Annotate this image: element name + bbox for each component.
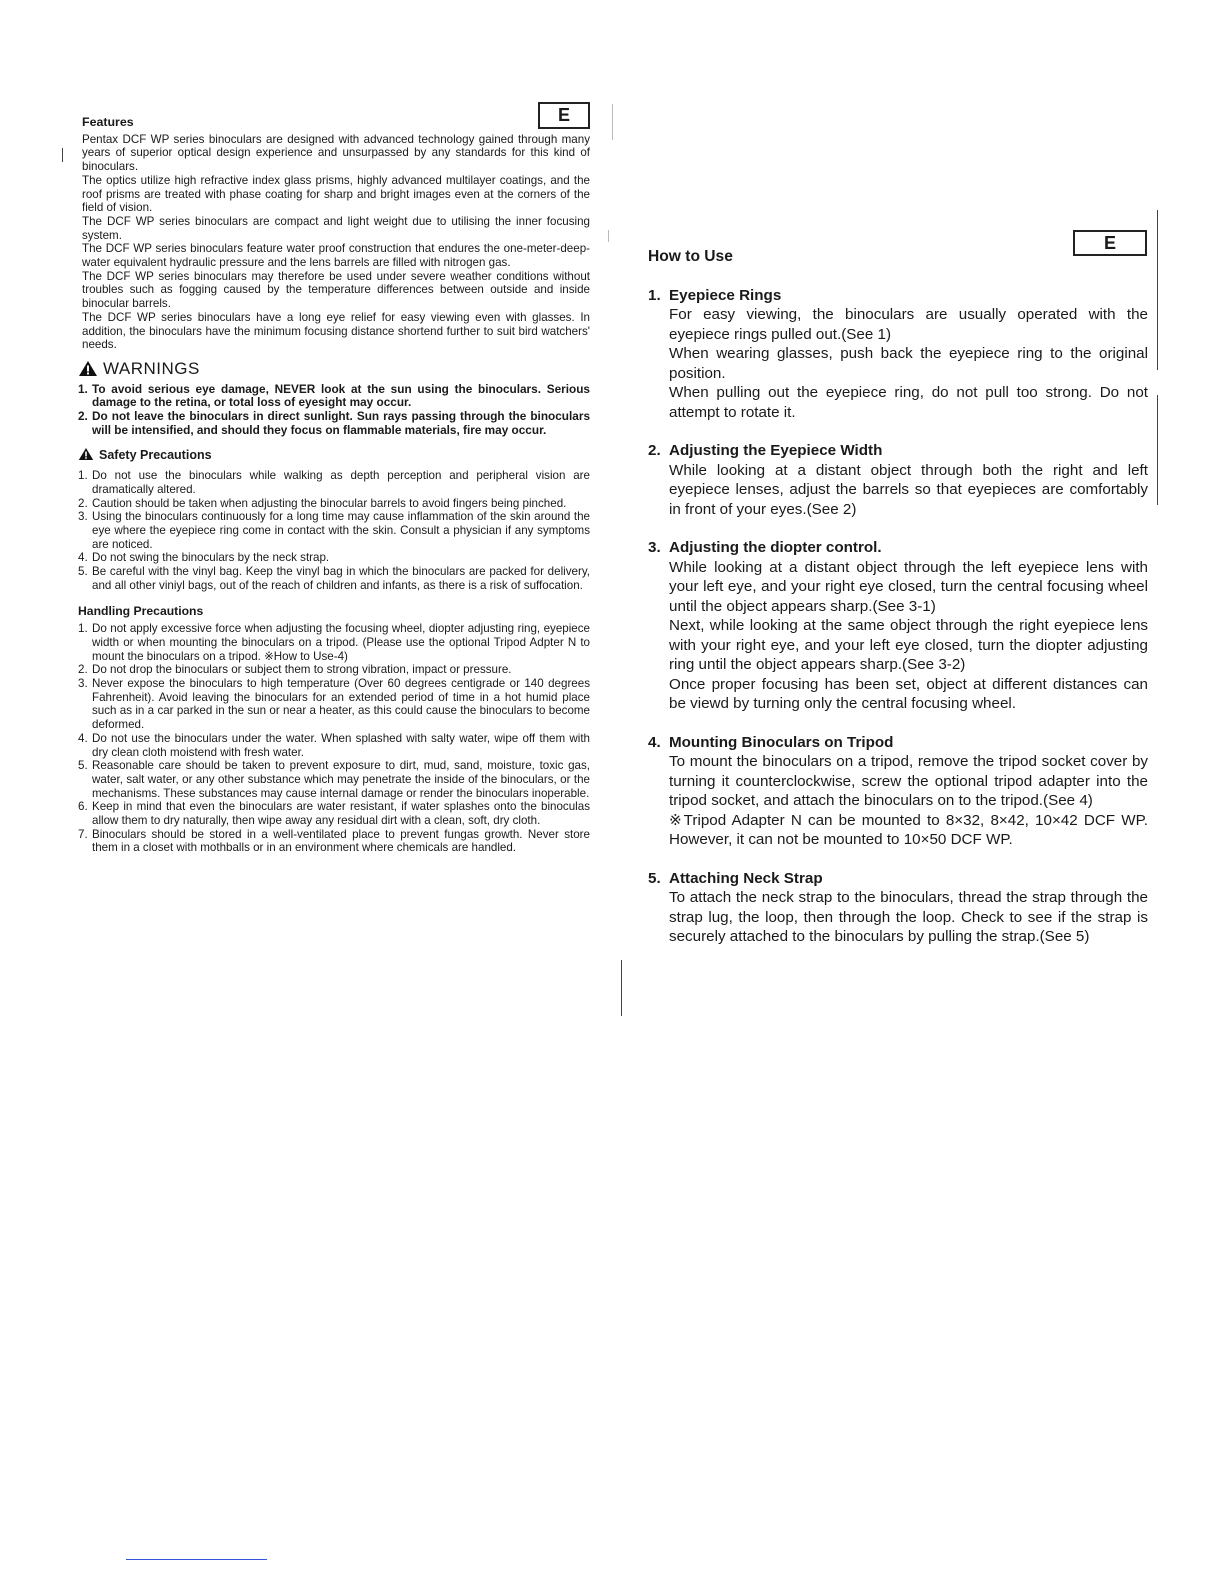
step-body <box>648 888 1148 947</box>
features-paragraph: The DCF WP series binoculars feature water proof construction that endures the one-meter-deep-water equivalent hydraulic pressure and the lens barrels are filled with nitrogen gas. <box>82 242 590 270</box>
step-title: 2. Adjusting the Eyepiece Width <box>648 442 883 459</box>
language-badge-right: E <box>1073 230 1147 256</box>
list-item: 6. Keep in mind that even the binoculars are water resistant, if water splashes onto the binoculas allow them to dry naturally, then wipe away any residual dirt with a clean, soft, dry cloth. <box>78 800 590 828</box>
margin-line <box>621 960 622 1016</box>
list-item: 1. Do not apply excessive force when adjusting the focusing wheel, diopter adjusting ring, eyepiece width or when mounting the binoculars on a tripod. (Please use the optional Tripod Adpter N to mount the binoculars on a tripod. ※How to Use-4) <box>78 622 590 663</box>
margin-line <box>1157 395 1158 505</box>
list-item: 3. Using the binoculars continuously for a long time may cause inflammation of the skin around the eye where the eyepiece ring come in contact with the skin. Consult a physician if any symptoms are noticed. <box>78 510 590 551</box>
left-column <box>78 116 590 855</box>
right-column <box>648 247 1148 966</box>
footer-rule <box>126 1559 267 1560</box>
list-item: 1. To avoid serious eye damage, NEVER look at the sun using the binoculars. Serious damage to the retina, or total loss of eyesight may occur. <box>78 381 590 410</box>
features-heading: Features <box>82 115 134 129</box>
handling-precautions-list <box>78 622 590 855</box>
how-to-use-heading: How to Use <box>648 248 733 265</box>
step-body <box>648 752 1148 850</box>
step-body <box>648 461 1148 520</box>
list-item: 5. Be careful with the vinyl bag. Keep the vinyl bag in which the binoculars are packed for delivery, and all other viniyl bags, out of the reach of children and infants, as there is a risk of suffocation. <box>78 565 590 592</box>
step-paragraph: For easy viewing, the binoculars are usually operated with the eyepiece rings pulled out.(See 1) <box>669 306 1148 343</box>
step-paragraph: When pulling out the eyepiece ring, do not pull too strong. Do not attempt to rotate it. <box>669 384 1148 421</box>
margin-line <box>62 148 63 162</box>
step-title: 4. Mounting Binoculars on Tripod <box>648 733 894 751</box>
language-badge-left: E <box>538 102 590 129</box>
safety-precautions-title: Safety Precautions <box>99 448 212 463</box>
features-paragraph: Pentax DCF WP series binoculars are designed with advanced technology gained through many years of superior optical design experience and unsurpassed by any standards for this kind of binoculars. <box>82 132 590 174</box>
features-paragraph: The DCF WP series binoculars are compact and light weight due to utilising the inner focusing system. <box>82 214 590 242</box>
step-title: 1. Eyepiece Rings <box>648 286 782 304</box>
list-item: 2. Do not drop the binoculars or subject them to strong vibration, impact or pressure. <box>78 663 512 677</box>
features-text <box>78 133 590 352</box>
step-neck-strap <box>648 869 1148 947</box>
features-paragraph: The DCF WP series binoculars may therefore be used under severe weather conditions without troubles such as fogging caused by the temperature differences between outside and inside binocular barrels. <box>82 269 590 311</box>
list-item: 3. Never expose the binoculars to high temperature (Over 60 degrees centigrade or 140 degrees Fahrenheit). Avoid leaving the binoculars for an extended period of time in a hot humid place such as in a car parked in the sun or near a heater, as this could cause the binoculars to become deformed. <box>78 677 590 732</box>
features-paragraph: The optics utilize high refractive index glass prisms, highly advanced multilayer coatings, and the roof prisms are treated with phase coating for sharp and bright images even at the corners of the field of vision. <box>82 173 590 215</box>
step-eyepiece-width <box>648 441 1148 519</box>
handling-precautions-heading: Handling Precautions <box>78 603 204 618</box>
step-eyepiece-rings <box>648 286 1148 423</box>
warning-triangle-icon <box>78 447 94 465</box>
list-item: 2. Do not leave the binoculars in direct sunlight. Sun rays passing through the binoculars will be intensified, and should they focus on flammable materials, fire may occur. <box>78 409 590 437</box>
step-paragraph: While looking at a distant object through the left eyepiece lens with your left eye, and your right eye closed, turn the central focusing wheel until the object appears sharp.(See 3-1) <box>669 558 1148 615</box>
list-item: 4. Do not swing the binoculars by the neck strap. <box>78 551 330 565</box>
safety-precautions-heading <box>78 447 590 465</box>
step-paragraph: To attach the neck strap to the binoculars, thread the strap through the strap lug, the loop, then through the loop. Check to see if the strap is securely attached to the binoculars by pulling the strap.(See 5) <box>669 889 1148 945</box>
warnings-list <box>78 383 590 438</box>
list-item: 2. Caution should be taken when adjusting the binocular barrels to avoid fingers being pinched. <box>78 496 567 510</box>
safety-precautions-list <box>78 469 590 592</box>
step-title: 3. Adjusting the diopter control. <box>648 539 882 556</box>
list-item: 4. Do not use the binoculars under the water. When splashed with salty water, wipe off them with dry clean cloth moistend with fresh water. <box>78 731 590 759</box>
list-item: 5. Reasonable care should be taken to prevent exposure to dirt, mud, sand, moisture, toxic gas, water, salt water, or any other substance which may penetrate the inside of the binoculars, or the mechanisms. These substances may cause internal damage or render the binoculars inoperable. <box>78 759 590 800</box>
step-paragraph: When wearing glasses, push back the eyepiece ring to the original position. <box>669 345 1148 382</box>
step-note: ※Tripod Adapter N can be mounted to 8×32, 8×42, 10×42 DCF WP. However, it can not be mounted to 10×50 DCF WP. <box>669 811 1148 848</box>
features-paragraph: The DCF WP series binoculars have a long eye relief for easy viewing even with glasses. In addition, the binoculars have the minimum focusing distance shortend further to suit bird watchers' needs. <box>82 310 590 352</box>
list-item: 1. Do not use the binoculars while walking as depth perception and peripheral vision are dramatically altered. <box>78 469 590 496</box>
scan-speck <box>608 230 609 242</box>
step-diopter-control <box>648 538 1148 714</box>
step-title: 5. Attaching Neck Strap <box>648 869 823 887</box>
step-body <box>648 558 1148 714</box>
step-paragraph: While looking at a distant object through both the right and left eyepiece lenses, adjust the barrels so that eyepieces are comfortably in front of your eyes.(See 2) <box>669 461 1148 518</box>
scan-speck <box>612 104 613 140</box>
warnings-heading <box>78 360 590 379</box>
warning-triangle-icon <box>78 360 98 379</box>
step-paragraph: Next, while looking at the same object through the right eyepiece lens with your right eye, and your left eye closed, turn the diopter adjusting ring until the object appears sharp.(See 3-2) <box>669 617 1148 673</box>
step-paragraph: To mount the binoculars on a tripod, remove the tripod socket cover by turning it counterclockwise, screw the optional tripod adapter into the tripod socket, and attach the binoculars on to the tripod.(See 4) <box>669 753 1148 809</box>
margin-line <box>1157 210 1158 370</box>
step-mounting-tripod <box>648 733 1148 850</box>
step-paragraph: Once proper focusing has been set, object at different distances can be viewd by turning only the central focusing wheel. <box>669 675 1148 712</box>
step-body <box>648 305 1148 422</box>
warnings-title: WARNINGS <box>103 359 200 379</box>
list-item: 7. Binoculars should be stored in a well-ventilated place to prevent fungas growth. Never store them in a closet with mothballs or in an environment where chemicals are handled. <box>78 827 590 855</box>
